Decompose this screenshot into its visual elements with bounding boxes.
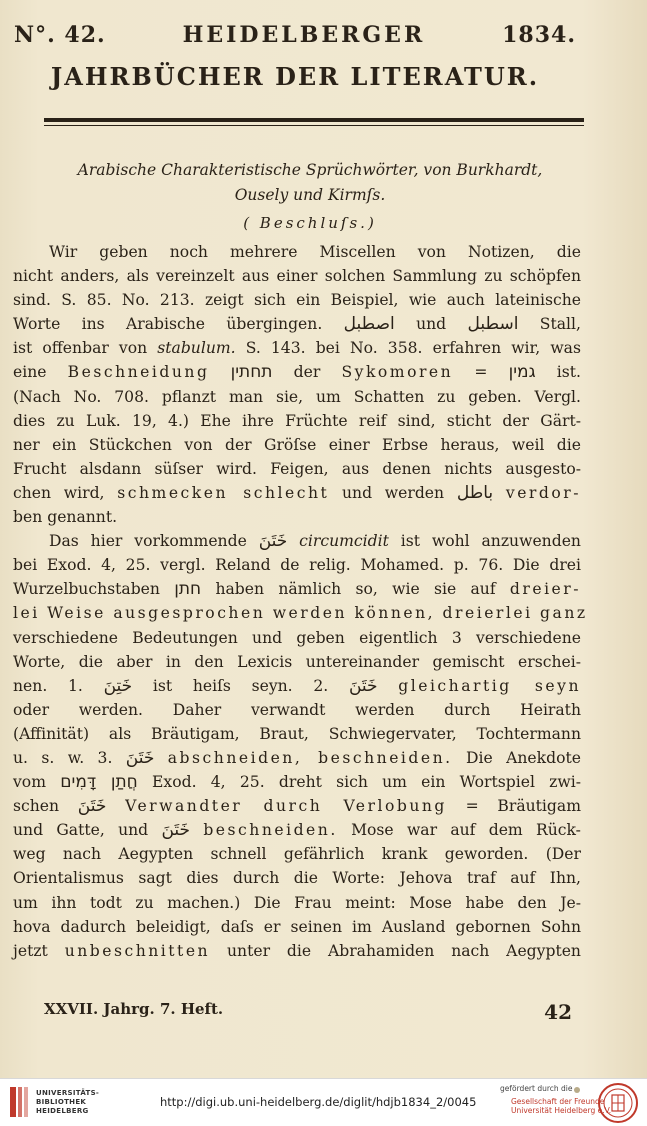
text-line: nicht anders, als vereinzelt aus einer solchen Sammlung zu schöpfen [13, 267, 581, 286]
page-footer [44, 1000, 572, 1024]
arabic-word: خَتَنَ [348, 675, 378, 696]
text-line: nen. 1. خَتِنَ ist heiſs seyn. 2. خَتَنَ gleichartig seyn [13, 675, 581, 696]
arabic-word: اصطبل [343, 314, 395, 335]
continuation-note: ( Beschluſs.) [243, 214, 377, 232]
dot-decor [574, 1087, 580, 1093]
arabic-word: خَتَنَ [161, 820, 191, 841]
arabic-word: باطل [456, 482, 494, 503]
text-line: u. s. w. 3. خَتَنَ abschneiden, beschneiden. Die Anekdote [13, 747, 581, 768]
text-line: Frucht alsdann süſser wird. Feigen, aus denen nichts ausgesto- [13, 459, 581, 478]
text-line: Orientalismus sagt dies durch die Worte: Jehova traf auf Ihn, [13, 869, 581, 888]
text-line: (Affinität) als Bräutigam, Braut, Schwiegervater, Tochtermann [13, 724, 581, 743]
issue-year: 1834. [502, 22, 576, 48]
citation-line-2: Ousely und Kirmſs. [234, 186, 386, 204]
page-number: 42 [544, 1000, 572, 1024]
hebrew-word: גמין [508, 362, 536, 383]
header-rule-thin [44, 125, 584, 126]
library-logo-icon [8, 1085, 30, 1119]
text-line: ben genannt. [13, 508, 118, 527]
volume-info: XXVII. Jahrg. 7. Heft. [44, 1000, 224, 1018]
sponsor-name: Gesellschaft der Freunde Universität Heidelberg e.V. [511, 1097, 612, 1115]
citation-line-1: Arabische Charakteristische Sprüchwörter, von Burkhardt, [77, 161, 543, 179]
text-line: bei Exod. 4, 25. vergl. Reland de relig. Mohamed. p. 76. Die drei [13, 556, 581, 575]
text-line: verschiedene Bedeutungen und geben eigentlich 3 verschiedene [13, 628, 581, 647]
text-line: ner ein Stückchen von der Gröſse einer Erbse heraus, weil die [13, 435, 581, 454]
hebrew-word: חתן [174, 579, 202, 600]
text-line: und Gatte, und خَتَنَ beschneiden. Mose war auf dem Rück- [13, 820, 581, 841]
journal-header [14, 22, 576, 48]
hebrew-phrase: חֲתַן דָּמִים [60, 772, 138, 793]
text-line: (Nach No. 708. pflanzt man sie, um Schatten zu geben. Vergl. [13, 387, 581, 406]
text-line: Wurzelbuchstaben חתן haben nämlich so, wie sie auf dreier- [13, 579, 582, 600]
review-citation [30, 158, 590, 208]
arabic-word: خَتَنَ [258, 531, 288, 552]
text-line: ist offenbar von stabulum. S. 143. bei No. 358. erfahren wir, was [13, 339, 581, 358]
journal-name: HEIDELBERGER [182, 22, 426, 48]
journal-title: JAHRBÜCHER DER LITERATUR. [50, 62, 540, 91]
text-line: Wir geben noch mehrere Miscellen von Notizen, die [49, 243, 581, 261]
text-line: schen خَتَنَ Verwandter durch Verlobung = Bräutigam [13, 796, 581, 817]
header-rule-thick [44, 118, 584, 122]
permalink[interactable]: http://digi.ub.uni-heidelberg.de/diglit/hdjb1834_2/0045 [160, 1095, 477, 1109]
text-line: Worte ins Arabische übergingen. اصطبل und اسطبل Stall, [13, 314, 581, 335]
library-name: UNIVERSITÄTS- BIBLIOTHEK HEIDELBERG [36, 1089, 100, 1115]
text-line: jetzt unbeschnitten unter die Abrahamiden nach Aegypten [13, 941, 581, 960]
text-line: um ihn todt zu machen.) Die Frau meint: Mose habe den Je- [13, 893, 581, 912]
issue-number: N°. 42. [14, 22, 106, 48]
text-line: sind. S. 85. No. 213. zeigt sich ein Beispiel, wie auch lateinische [13, 291, 581, 310]
text-line: weg nach Aegypten schnell gefährlich krank geworden. (Der [13, 845, 581, 864]
text-line: chen wird, schmecken schlecht und werden باطل verdor- [13, 482, 581, 503]
arabic-word: خَتَنَ [77, 796, 107, 817]
hebrew-word: תחתין [230, 362, 273, 383]
sponsor-label: gefördert durch die [500, 1084, 573, 1093]
text-line: Worte, die aber in den Lexicis untereinander gemischt erschei- [13, 652, 581, 671]
text-line: Das hier vorkommende خَتَنَ circumcidit ist wohl anzuwenden [49, 531, 581, 552]
university-seal-icon [597, 1082, 639, 1124]
text-line: vom חֲתַן דָּמִים Exod. 4, 25. dreht sich um ein Wortspiel zwi- [13, 772, 582, 793]
arabic-word: خَتَنَ [125, 747, 155, 768]
text-line: hova dadurch beleidigt, daſs er seinen im Ausland gebornen Sohn [13, 917, 581, 936]
article-body [13, 240, 588, 963]
text-line: dies zu Luk. 19, 4.) Ehe ihre Früchte reif sind, sticht der Gärt- [13, 411, 581, 430]
arabic-word: اسطبل [467, 314, 519, 335]
text-line: eine Beschneidung תחתין der Sykomoren = גמין ist. [13, 362, 581, 383]
digitization-bar [0, 1078, 647, 1126]
text-line: lei Weise ausgesprochen werden können, dreierlei ganz [13, 604, 588, 623]
arabic-word: خَتِنَ [103, 675, 133, 696]
text-line: oder werden. Daher verwandt werden durch Heirath [13, 700, 581, 719]
